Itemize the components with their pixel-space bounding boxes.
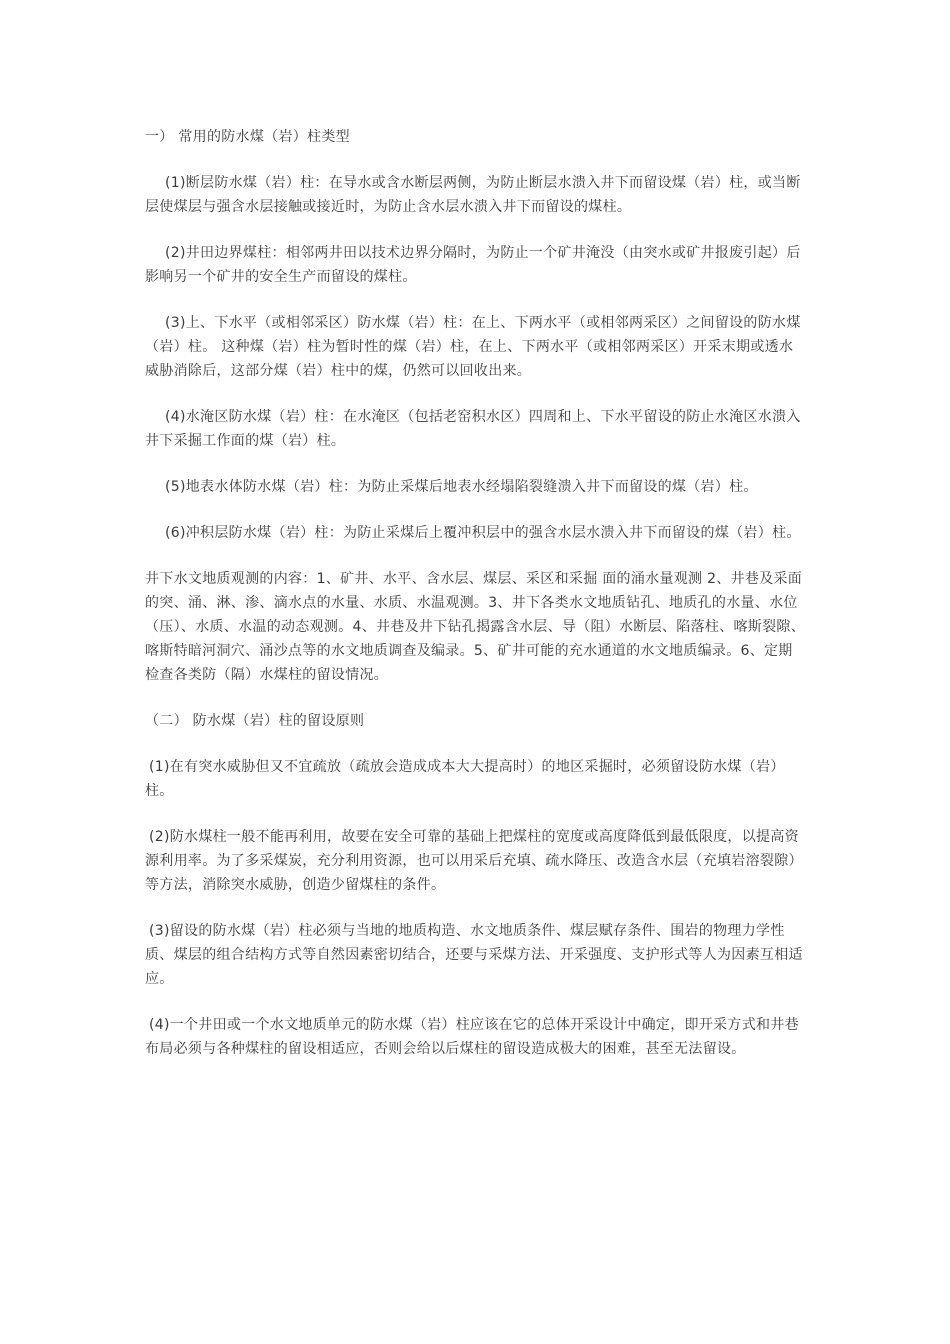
- paragraph-flooded-area-pillar: (4)水淹区防水煤（岩）柱：在水淹区（包括老窑积水区）四周和上、下水平留设的防止水淹区水溃入井下采掘工作面的煤（岩）柱。: [145, 409, 801, 449]
- paragraph-alluvium-pillar: (6)冲积层防水煤（岩）柱：为防止采煤后上覆冲积层中的强含水层水溃入井下而留设的煤（岩）柱。: [165, 525, 801, 541]
- section-heading-types: 一） 常用的防水煤（岩）柱类型: [145, 129, 350, 145]
- paragraph-principle-4: (4)一个井田或一个水文地质单元的防水煤（岩）柱应该在它的总体开采设计中确定，即开采方式和井巷布局必须与各种煤柱的留设相适应，否则会给以后煤柱的留设造成极大的困难，甚至无法留设。: [145, 1017, 799, 1057]
- paragraph-surface-water-pillar: (5)地表水体防水煤（岩）柱：为防止采煤后地表水经塌陷裂缝溃入井下而留设的煤（岩）柱。: [165, 479, 758, 495]
- paragraph-principle-1: (1)在有突水威胁但又不宜疏放（疏放会造成成本大大提高时）的地区采掘时，必须留设防水煤（岩）柱。: [145, 759, 785, 799]
- paragraph-principle-3: (3)留设的防水煤（岩）柱必须与当地的地质构造、水文地质条件、煤层赋存条件、围岩的物理力学性质、煤层的组合结构方式等自然因素密切结合，还要与采煤方法、开采强度、支护形式等人为因素互相适应。: [145, 923, 803, 987]
- section-heading-principles: （二） 防水煤（岩）柱的留设原则: [145, 713, 365, 729]
- paragraph-boundary-pillar: (2)井田边界煤柱：相邻两井田以技术边界分隔时，为防止一个矿井淹没（由突水或矿井报废引起）后影响另一个矿井的安全生产而留设的煤柱。: [145, 245, 801, 285]
- document-page: [145, 125, 805, 1083]
- paragraph-principle-2: (2)防水煤柱一般不能再利用，故要在安全可靠的基础上把煤柱的宽度或高度降低到最低限度，以提高资源利用率。为了多采煤炭，充分利用资源，也可以用采后充填、疏水降压、改造含水层（充填岩溶裂隙）等方法，消除突水威胁，创造少留煤柱的条件。: [145, 829, 803, 893]
- paragraph-fault-pillar: (1)断层防水煤（岩）柱：在导水或含水断层两侧，为防止断层水溃入井下而留设煤（岩）柱，或当断层使煤层与强含水层接触或接近时，为防止含水层水溃入井下而留设的煤柱。: [145, 175, 801, 215]
- paragraph-observation-content: 井下水文地质观测的内容：1、矿井、水平、含水层、煤层、采区和采掘 面的涌水量观测 2、井巷及采面的突、涌、淋、渗、滴水点的水量、水质、水温观测。3、井下各类水文地质钻孔、地质孔的水量、水位（压）、水质、水温的动态观测。4、井巷及井下钻孔揭露含水层、导（阻）水断层、陷落柱、喀斯裂隙、喀斯特暗河洞穴、涌沙点等的水文地质调查及编录。5、矿井可能的充水通道的水文地质编录。6、定期检查各类防（隔）水煤柱的留设情况。: [145, 571, 806, 683]
- paragraph-level-pillar: (3)上、下水平（或相邻采区）防水煤（岩）柱：在上、下两水平（或相邻两采区）之间留设的防水煤（岩）柱。 这种煤（岩）柱为暂时性的煤（岩）柱，在上、下两水平（或相邻两采区）开采末期或透水威胁消除后，这部分煤（岩）柱中的煤，仍然可以回收出来。: [145, 315, 801, 379]
